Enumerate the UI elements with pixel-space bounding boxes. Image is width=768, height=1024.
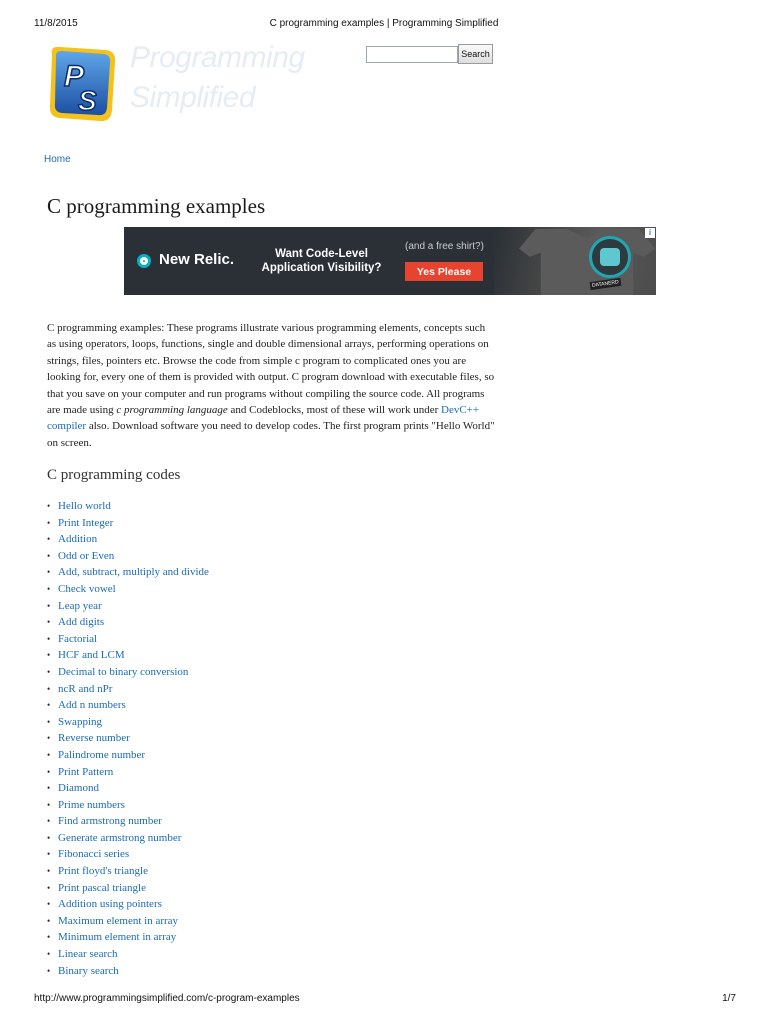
- ad-info-icon[interactable]: i: [645, 228, 655, 238]
- code-example-link[interactable]: Check vowel: [58, 582, 116, 595]
- code-example-link[interactable]: Addition: [58, 533, 98, 546]
- list-item: [47, 747, 209, 764]
- list-item: [47, 531, 209, 548]
- code-example-link[interactable]: Minimum element in array: [58, 931, 177, 944]
- print-footer-page: 1/7: [722, 993, 736, 1004]
- code-example-link[interactable]: Factorial: [58, 632, 98, 645]
- code-example-link[interactable]: Odd or Even: [58, 549, 115, 562]
- list-item: [47, 730, 209, 747]
- code-example-link[interactable]: Binary search: [58, 964, 119, 977]
- list-item: [47, 929, 209, 946]
- site-logo-text[interactable]: Programming Simplified: [130, 41, 305, 114]
- code-example-link[interactable]: Decimal to binary conversion: [58, 665, 189, 678]
- code-example-link[interactable]: Add, subtract, multiply and divide: [58, 566, 209, 579]
- list-item: [47, 714, 209, 731]
- search-button[interactable]: Search: [458, 44, 493, 64]
- intro-text-1: C programming examples: These programs illustrate various programming elements, concepts such as using operators, loops, functions, single and double dimensional arrays, performing operations on strings, files, pointers etc. Browse the code from simple c program to complicated ones you are looking for, every one of them is provided with output. C program download with executable files, so that you save on your computer and run programs without compiling the source code. All programs are made using: [47, 322, 495, 417]
- list-item: [47, 681, 209, 698]
- code-example-link[interactable]: ncR and nPr: [58, 682, 113, 695]
- list-item: [47, 863, 209, 880]
- list-item: [47, 813, 209, 830]
- advertisement-banner[interactable]: [124, 227, 656, 295]
- list-item: [47, 564, 209, 581]
- list-item: [47, 697, 209, 714]
- code-example-link[interactable]: Reverse number: [58, 732, 130, 745]
- code-example-link[interactable]: Print floyd's triangle: [58, 865, 148, 878]
- list-item: [47, 963, 209, 980]
- list-item: [47, 498, 209, 515]
- list-item: [47, 614, 209, 631]
- code-example-link[interactable]: Add n numbers: [58, 699, 126, 712]
- code-example-link[interactable]: Print Integer: [58, 516, 114, 529]
- search-input[interactable]: [366, 46, 458, 63]
- code-example-link[interactable]: Prime numbers: [58, 798, 125, 811]
- print-header-title: C programming examples | Programming Simplified: [269, 18, 499, 29]
- ad-brand: New Relic.: [159, 251, 235, 268]
- list-item: [47, 548, 209, 565]
- page-title: C programming examples: [47, 194, 266, 218]
- ad-cta-button[interactable]: Yes Please: [405, 262, 483, 281]
- code-example-link[interactable]: Palindrome number: [58, 748, 146, 761]
- devcpp-compiler-link[interactable]: DevC++ compiler: [47, 404, 480, 433]
- code-example-link[interactable]: Find armstrong number: [58, 815, 162, 828]
- list-item: [47, 846, 209, 863]
- code-example-link[interactable]: HCF and LCM: [58, 649, 125, 662]
- code-example-link[interactable]: Hello world: [58, 500, 111, 512]
- list-item: [47, 764, 209, 781]
- print-header-date: 11/8/2015: [34, 18, 78, 29]
- list-item: [47, 830, 209, 847]
- list-item: [47, 647, 209, 664]
- code-example-link[interactable]: Print Pattern: [58, 765, 114, 778]
- code-example-link[interactable]: Maximum element in array: [58, 914, 179, 927]
- code-example-link[interactable]: Print pascal triangle: [58, 881, 146, 894]
- ad-badge-label: DATANERD: [590, 278, 622, 290]
- code-example-link[interactable]: Linear search: [58, 948, 118, 961]
- new-relic-logo-icon: [137, 254, 151, 268]
- codes-section-heading: C programming codes: [47, 467, 181, 483]
- list-item: [47, 598, 209, 615]
- code-example-link[interactable]: Generate armstrong number: [58, 831, 182, 844]
- svg-text:S: S: [78, 85, 97, 116]
- list-item: [47, 946, 209, 963]
- list-item: [47, 780, 209, 797]
- codes-list: [47, 498, 209, 979]
- list-item: [47, 913, 209, 930]
- svg-text:P: P: [64, 60, 85, 93]
- site-logo-icon[interactable]: [46, 44, 120, 124]
- intro-text-2: and Codeblocks, most of these will work under: [227, 404, 442, 417]
- code-example-link[interactable]: Swapping: [58, 715, 102, 728]
- headphones-badge-icon: [589, 236, 631, 278]
- code-example-link[interactable]: Diamond: [58, 782, 99, 795]
- list-item: [47, 880, 209, 897]
- ad-subtext: (and a free shirt?): [405, 241, 484, 252]
- intro-paragraph: [47, 320, 497, 451]
- list-item: [47, 581, 209, 598]
- list-item: [47, 664, 209, 681]
- list-item: [47, 797, 209, 814]
- code-example-link[interactable]: Add digits: [58, 616, 105, 629]
- list-item: [47, 896, 209, 913]
- list-item: [47, 631, 209, 648]
- intro-emphasis: c programming language: [116, 404, 228, 417]
- intro-text-3: also. Download software you need to develop codes. The first program prints "Hello World" on screen.: [47, 420, 495, 449]
- ad-headline: Want Code-Level Application Visibility?: [261, 248, 382, 274]
- print-footer-url: http://www.programmingsimplified.com/c-program-examples: [34, 993, 300, 1004]
- code-example-link[interactable]: Fibonacci series: [58, 848, 130, 861]
- breadcrumb-home-link[interactable]: Home: [44, 154, 71, 165]
- code-example-link[interactable]: Addition using pointers: [58, 898, 162, 911]
- list-item: [47, 515, 209, 532]
- code-example-link[interactable]: Leap year: [58, 599, 102, 612]
